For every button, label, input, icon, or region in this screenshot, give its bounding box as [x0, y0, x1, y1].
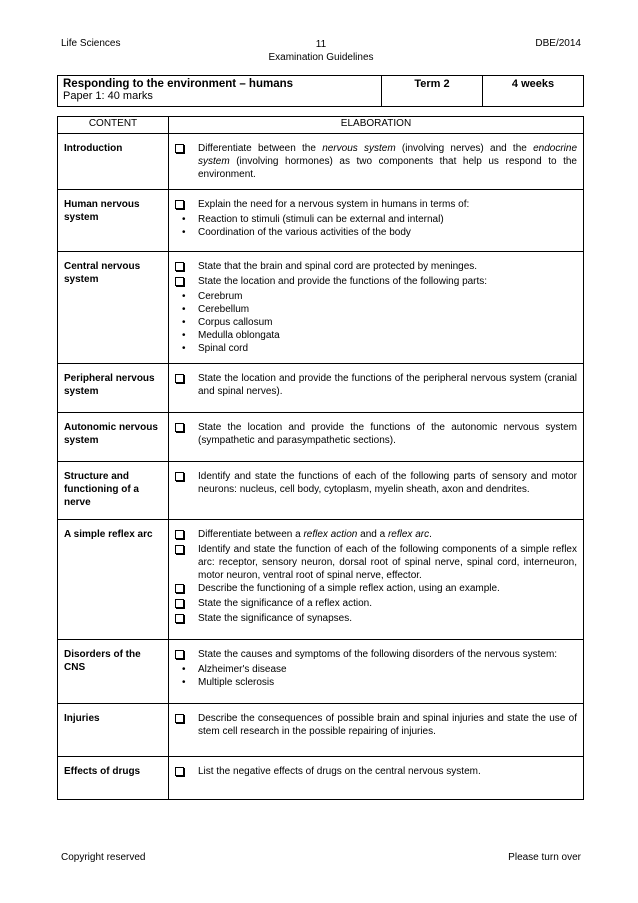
col-content-header: CONTENT	[58, 117, 169, 134]
checkbox-bullet-icon	[175, 582, 198, 597]
text-span: Differentiate between a	[198, 529, 304, 540]
row-topic: Human nervous system	[58, 190, 169, 252]
paper-marks: Paper 1: 40 marks	[63, 90, 153, 102]
bullet-dot-icon	[182, 342, 198, 355]
row-topic: Effects of drugs	[58, 757, 169, 800]
footer-turn-over: Please turn over	[508, 852, 581, 863]
row-topic: Injuries	[58, 704, 169, 757]
row-topic: Central nervous system	[58, 252, 169, 364]
duration-label: 4 weeks	[483, 76, 584, 107]
bullet-text: State the causes and symptoms of the following disorders of the nervous system:	[198, 649, 558, 660]
bullet-text: State the significance of a reflex action.	[198, 598, 372, 609]
table-row	[58, 252, 584, 364]
sub-bullet-text: Multiple sclerosis	[198, 677, 275, 688]
content-table	[57, 116, 584, 800]
table-row	[58, 462, 584, 520]
bullet-item	[175, 612, 577, 627]
bullet-text	[198, 528, 577, 543]
table-body	[58, 134, 584, 800]
text-span: (involving hormones) as two components that help us respond to the environment.	[198, 156, 577, 180]
bullet-text: Identify and state the functions of each of the following parts of sensory and motor neurons: nucleus, cell body, cytoplasm, myelin sheath, axon and dendrites.	[198, 471, 577, 495]
row-topic: Introduction	[58, 134, 169, 190]
table-row	[58, 757, 584, 800]
text-span: .	[429, 529, 432, 540]
checkbox-bullet-icon	[175, 470, 198, 496]
bullet-item	[175, 198, 577, 213]
row-elaboration	[169, 364, 584, 413]
bullet-item	[175, 372, 577, 398]
col-elaboration-header: ELABORATION	[169, 117, 584, 134]
header-code: DBE/2014	[535, 38, 581, 49]
header-center	[61, 38, 581, 64]
bullet-item	[175, 275, 577, 290]
term-label: Term 2	[382, 76, 483, 107]
bullet-text: Describe the consequences of possible brain and spinal injuries and state the use of stem cell research in the possible repairing of injuries.	[198, 713, 577, 737]
bullet-text: State the location and provide the functions of the peripheral nervous system (cranial and spinal nerves).	[198, 373, 577, 397]
bullet-item	[175, 528, 577, 543]
bullet-item	[175, 765, 577, 780]
checkbox-bullet-icon	[175, 421, 198, 447]
bullet-text: State the location and provide the functions of the following parts:	[198, 276, 488, 287]
checkbox-bullet-icon	[175, 543, 198, 582]
header-doc-title: Examination Guidelines	[268, 52, 374, 63]
row-elaboration	[169, 413, 584, 462]
row-elaboration	[169, 190, 584, 252]
row-topic: A simple reflex arc	[58, 520, 169, 640]
checkbox-bullet-icon	[175, 198, 198, 213]
sub-bullet-item	[175, 342, 577, 355]
bullet-text: Describe the functioning of a simple reflex action, using an example.	[198, 583, 500, 594]
bullet-item	[175, 470, 577, 496]
emphasis-term: reflex action	[303, 529, 358, 540]
checkbox-bullet-icon	[175, 260, 198, 275]
bullet-item	[175, 421, 577, 447]
bullet-text	[198, 142, 577, 181]
page-header	[61, 38, 581, 68]
topic-title: Responding to the environment – humans	[63, 78, 294, 90]
header-page-number: 11	[315, 39, 327, 50]
title-topic-cell	[58, 76, 382, 107]
row-elaboration	[169, 520, 584, 640]
bullet-text: State the significance of synapses.	[198, 613, 352, 624]
header-subject: Life Sciences	[61, 38, 121, 49]
bullet-item	[175, 142, 577, 181]
checkbox-bullet-icon	[175, 765, 198, 780]
table-row	[58, 190, 584, 252]
bullet-dot-icon	[182, 663, 198, 676]
text-span: and a	[357, 529, 388, 540]
bullet-text: Identify and state the function of each of the following components of a simple reflex arc: receptor, sensory neuron, dorsal root of spinal nerve, spinal cord, interneuron, motor neuron, ventral root of spinal nerve, effector.	[198, 544, 577, 581]
row-topic: Peripheral nervous system	[58, 364, 169, 413]
text-span: Differentiate between the	[198, 143, 323, 154]
sub-bullet-item	[175, 663, 577, 676]
sub-bullet-text: Alzheimer's disease	[198, 664, 287, 675]
sub-bullet-item	[175, 329, 577, 342]
sub-bullet-text: Corpus callosum	[198, 317, 273, 328]
bullet-text: List the negative effects of drugs on the central nervous system.	[198, 766, 481, 777]
footer-copyright: Copyright reserved	[61, 852, 146, 863]
row-topic: Disorders of the CNS	[58, 640, 169, 704]
bullet-dot-icon	[182, 226, 198, 239]
row-elaboration	[169, 134, 584, 190]
sub-bullet-text: Cerebrum	[198, 291, 243, 302]
checkbox-bullet-icon	[175, 648, 198, 663]
checkbox-bullet-icon	[175, 528, 198, 543]
table-row	[58, 413, 584, 462]
sub-bullet-item	[175, 303, 577, 316]
row-topic: Autonomic nervous system	[58, 413, 169, 462]
sub-bullet-text: Spinal cord	[198, 343, 249, 354]
sub-bullet-text: Reaction to stimuli (stimuli can be external and internal)	[198, 214, 444, 225]
bullet-text: State the location and provide the functions of the autonomic nervous system (sympathetic and parasympathetic sections).	[198, 422, 577, 446]
sub-bullet-text: Cerebellum	[198, 304, 250, 315]
bullet-item	[175, 582, 577, 597]
emphasis-term: nervous system	[322, 143, 396, 154]
emphasis-term: reflex arc	[387, 529, 430, 540]
table-row	[58, 364, 584, 413]
checkbox-bullet-icon	[175, 612, 198, 627]
bullet-dot-icon	[182, 316, 198, 329]
sub-bullet-item	[175, 316, 577, 329]
row-elaboration	[169, 640, 584, 704]
sub-bullet-item	[175, 226, 577, 239]
bullet-text: Explain the need for a nervous system in humans in terms of:	[198, 199, 470, 210]
row-elaboration	[169, 757, 584, 800]
table-row	[58, 704, 584, 757]
sub-bullet-text: Coordination of the various activities of the body	[198, 227, 411, 238]
row-elaboration	[169, 704, 584, 757]
row-topic: Structure and functioning of a nerve	[58, 462, 169, 520]
bullet-dot-icon	[182, 213, 198, 226]
bullet-text: State that the brain and spinal cord are protected by meninges.	[198, 261, 478, 272]
bullet-dot-icon	[182, 329, 198, 342]
sub-bullet-item	[175, 676, 577, 689]
text-span: (involving nerves) and the	[395, 143, 534, 154]
bullet-item	[175, 712, 577, 738]
table-row	[58, 640, 584, 704]
title-block	[57, 75, 584, 107]
checkbox-bullet-icon	[175, 275, 198, 290]
table-row	[58, 520, 584, 640]
checkbox-bullet-icon	[175, 142, 198, 181]
checkbox-bullet-icon	[175, 712, 198, 738]
bullet-item	[175, 543, 577, 582]
bullet-dot-icon	[182, 290, 198, 303]
checkbox-bullet-icon	[175, 372, 198, 398]
sub-bullet-item	[175, 290, 577, 303]
row-elaboration	[169, 252, 584, 364]
bullet-dot-icon	[182, 303, 198, 316]
row-elaboration	[169, 462, 584, 520]
bullet-item	[175, 260, 577, 275]
bullet-dot-icon	[182, 676, 198, 689]
table-row	[58, 134, 584, 190]
emphasis-term: endocrine system	[198, 143, 577, 167]
bullet-item	[175, 597, 577, 612]
bullet-item	[175, 648, 577, 663]
checkbox-bullet-icon	[175, 597, 198, 612]
sub-bullet-text: Medulla oblongata	[198, 330, 280, 341]
sub-bullet-item	[175, 213, 577, 226]
